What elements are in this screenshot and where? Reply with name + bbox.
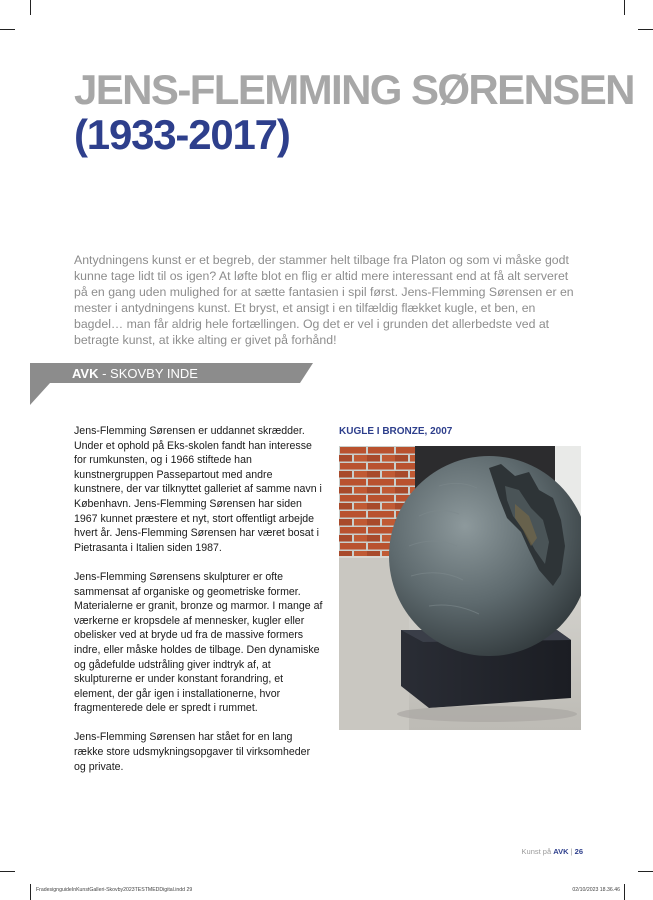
- artwork-caption: KUGLE I BRONZE, 2007: [339, 426, 453, 437]
- crop-mark: [30, 0, 31, 15]
- artist-years-title: (1933-2017): [74, 111, 290, 158]
- artist-name-title: JENS-FLEMMING SØRENSEN: [74, 66, 634, 113]
- body-column: [74, 424, 324, 789]
- folio-label: Kunst på: [521, 847, 554, 856]
- crop-mark: [638, 871, 653, 872]
- sculpture-illustration: [339, 446, 581, 730]
- section-banner: [30, 363, 313, 405]
- crop-mark: [624, 0, 625, 15]
- page-folio: [522, 847, 583, 856]
- body-paragraph: Jens-Flemming Sørensen er uddannet skrædder. Under et ophold på Eks-skolen fandt han interesse for rumkunsten, og i 1966 stiftede han kunstnergruppen Passepartout med andre kunstnere, der var tilknyttet galleriet af samme navn i København. Jens-Flemming Sørensen har siden 1967 kunnet præstere et nyt, stort offentligt arbejde hvert år. Jens-Flemming Sørensen har været bosat i Pietrasanta i Italien siden 1987.: [74, 425, 322, 554]
- intro-paragraph: Antydningens kunst er et begreb, der stammer helt tilbage fra Platon og som vi måske godt kunne tage lidt til os igen? At løfte blot en flig er altid mere interessant end at få alt serveret på en gang uden mulighed for at sætte fantasien i spil først. Jens-Flemming Sørensen er en mester i antydningens kunst. Et bryst, et ansigt i en tilfældig flækket kugle, et ben, en bagdel… man får aldrig hele fortællingen. Og det er vel i grunden det allerbedste ved at betragte kunst, at ikke alting er givet på forhånd!: [74, 253, 574, 347]
- page-number: 26: [574, 847, 583, 856]
- banner-label: [72, 365, 198, 382]
- body-paragraph: Jens-Flemming Sørensens skulpturer er ofte sammensat af organiske og geometriske former. Materialerne er granit, bronze og marmor. I mange af værkerne er kropsdele af mennesker, kugler eller obelisker ved at bryde ud fra de massive formers indre, eller måske holdes de tilbage. Den dynamiske og gådefulde udstråling giver indtryk af, at skulpturerne er under konstant forandring, et element, der går igen i installationerne, hvor fragmenterede dele er spredt i rummet.: [74, 570, 323, 715]
- print-slug-timestamp: 02/10/2023 18.36.46: [572, 887, 620, 893]
- crop-mark: [638, 29, 653, 30]
- print-slug-filename: FradesignguideInKunstGalleri-Skovby2023TESTMEDDigital.indd 29: [36, 887, 193, 893]
- banner-location: - SKOVBY INDE: [98, 366, 198, 381]
- folio-separator: |: [568, 847, 575, 856]
- crop-mark: [0, 29, 15, 30]
- banner-brand: AVK: [72, 366, 99, 381]
- bronze-sphere-sculpture-photo: [339, 446, 581, 730]
- body-paragraph: Jens-Flemming Sørensen har stået for en lang række store udsmykningsopgaver til virksomheder og private.: [74, 731, 311, 773]
- crop-mark: [624, 884, 625, 900]
- crop-mark: [0, 871, 15, 872]
- crop-mark: [30, 884, 31, 900]
- folio-brand: AVK: [553, 847, 569, 856]
